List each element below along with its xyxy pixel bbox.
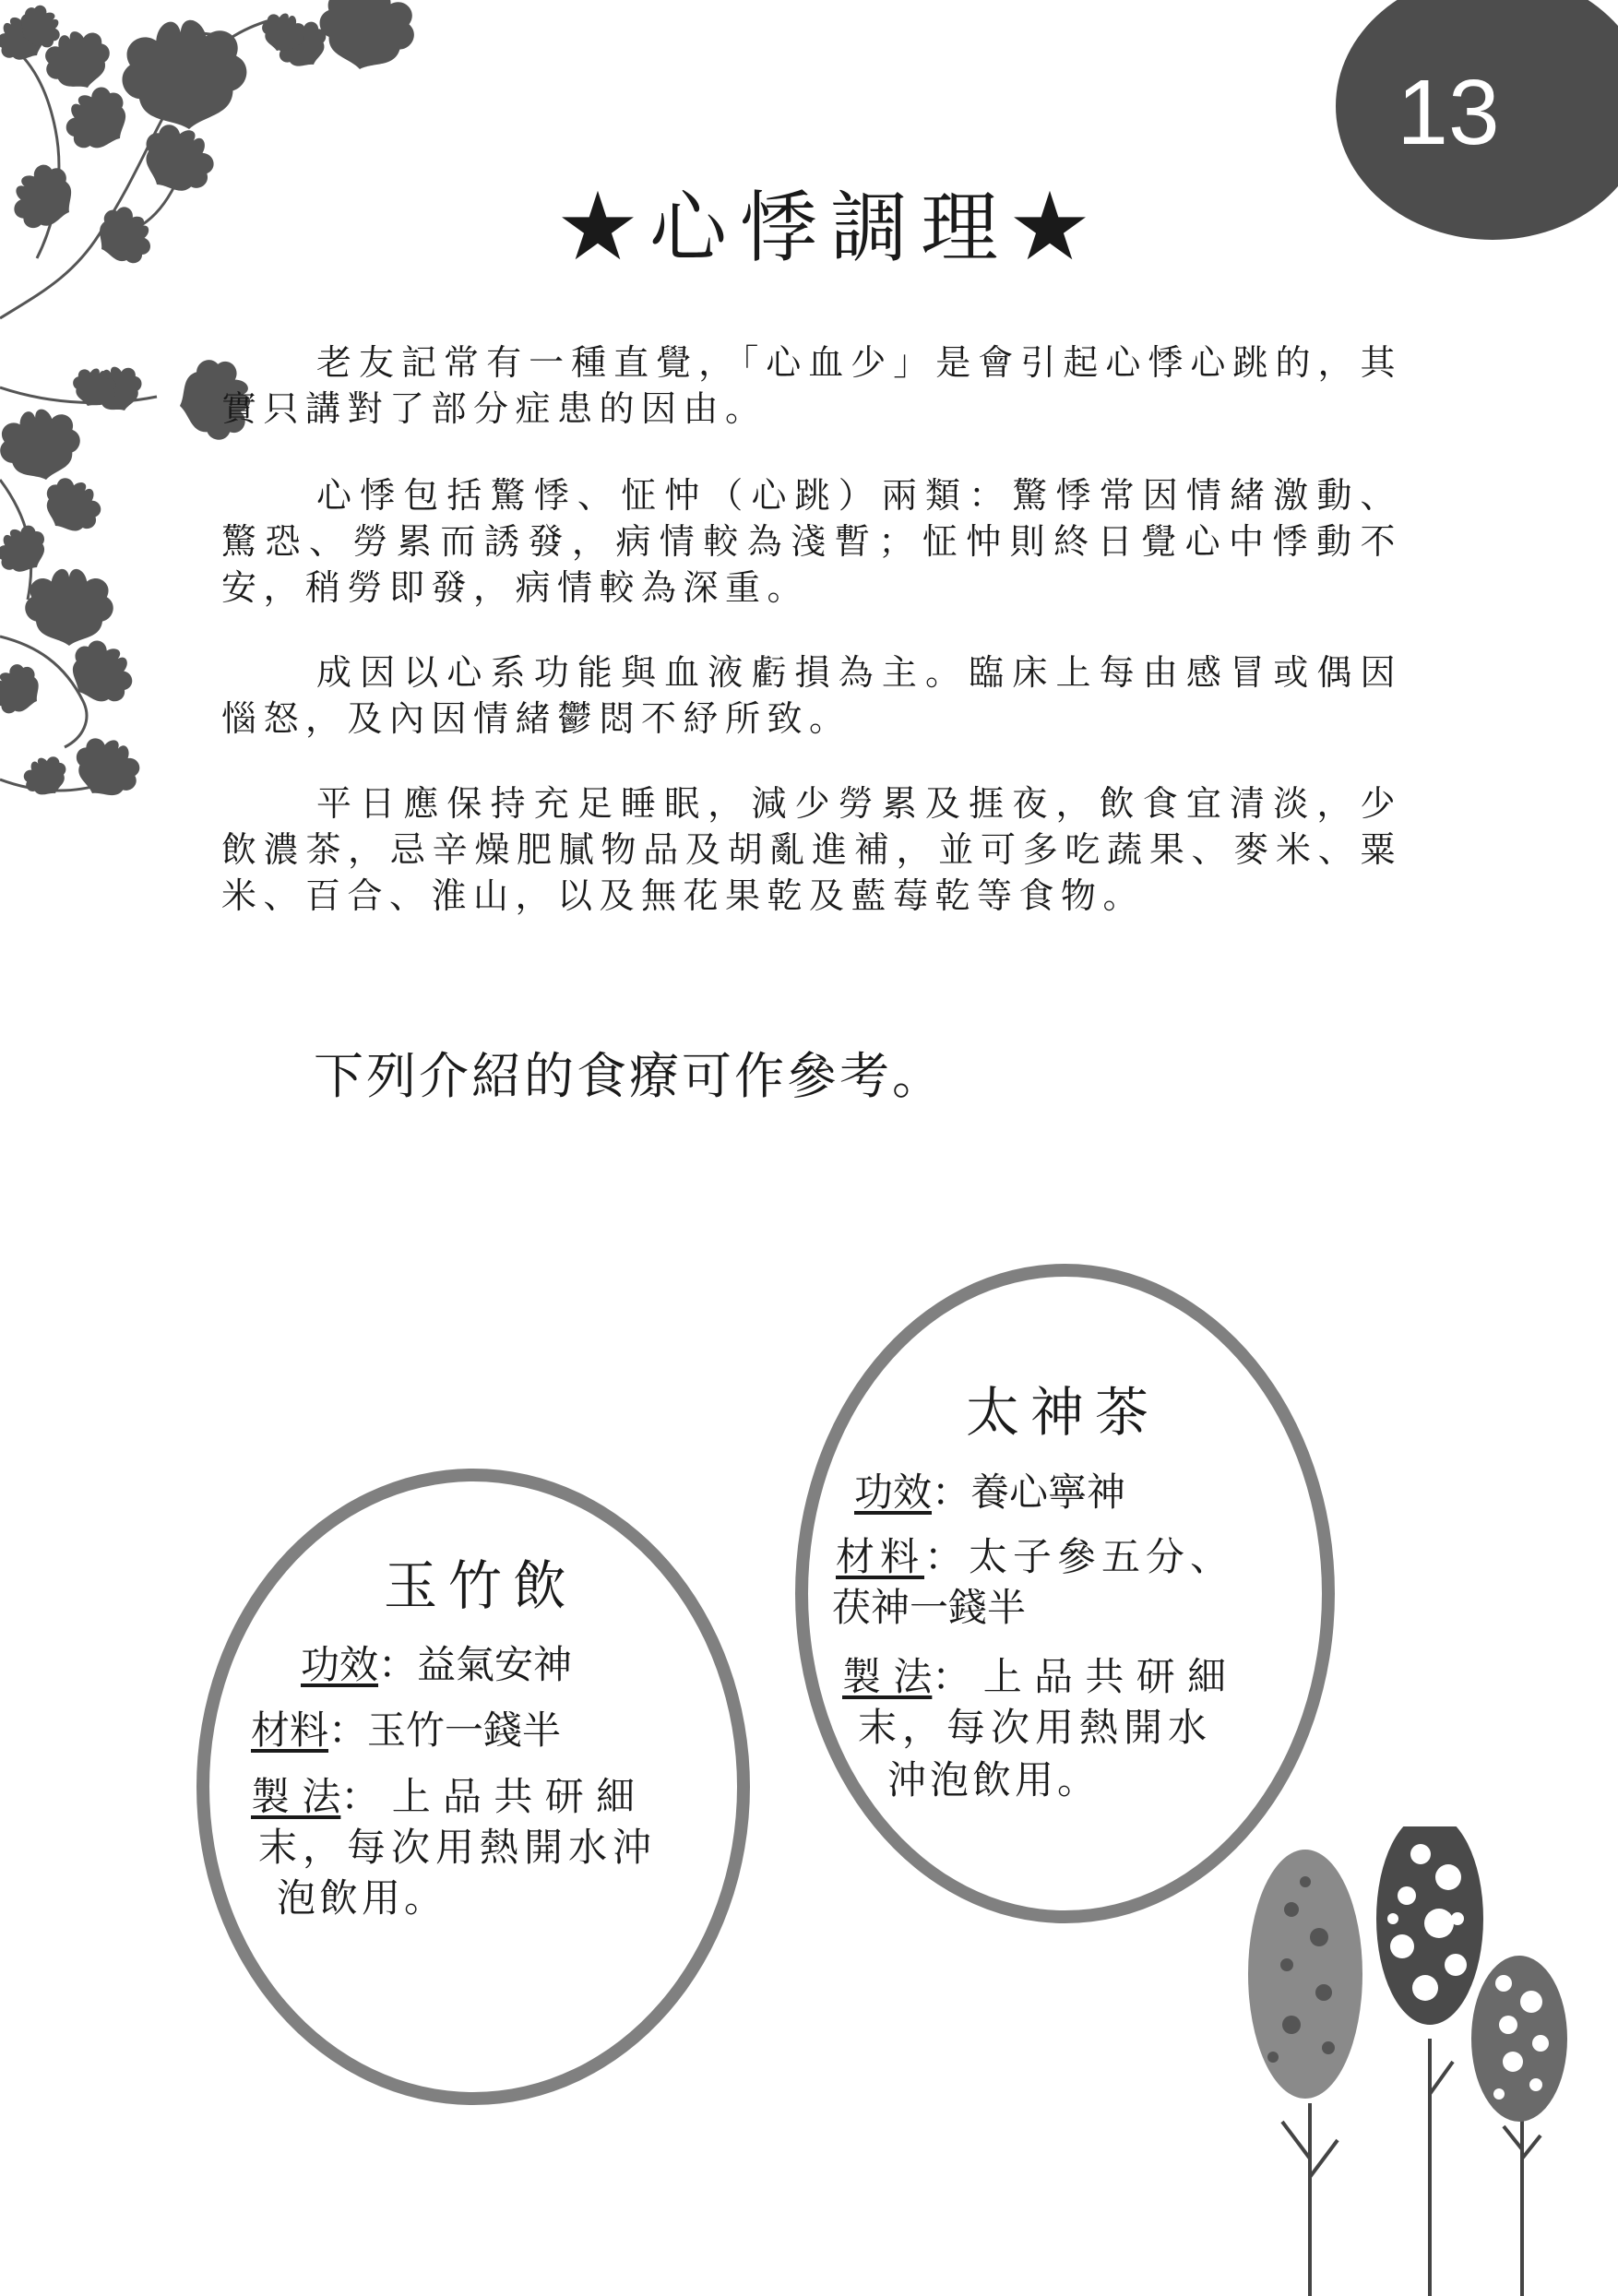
recipe-taishen-method-line-1 [842,1651,1226,1703]
polka-dot-trees-icon [1236,1826,1587,2296]
method-label: 製 法 [842,1654,933,1699]
recipe-yuzhu-efficacy [301,1639,572,1691]
efficacy-label: 功效 [854,1469,933,1515]
recipes-intro: 下列介紹的食療可作參考。 [314,1047,945,1105]
recipe-taishen-title: 太神茶 [966,1381,1160,1444]
efficacy-label: 功效 [301,1642,379,1687]
ingredients-label: 材料 [251,1707,329,1753]
recipe-taishen-method-line-2: 末，每次用熱開水 [858,1705,1213,1750]
recipe-yuzhu-method-line-1 [251,1771,635,1823]
method-label: 製 法 [251,1774,341,1819]
recipe-taishen-method-line-3: 沖泡飲用。 [887,1757,1100,1802]
recipe-yuzhu-title: 玉竹飲 [384,1554,578,1617]
ingredients-value: ：太子參五分、 [924,1534,1235,1579]
method-value: ： 上 品 共 研 細 [932,1654,1227,1699]
recipe-taishen-efficacy [854,1467,1125,1518]
ingredients-label: 材料 [836,1534,925,1579]
recipe-yuzhu-method-line-2: 末，每次用熱開水沖 [258,1825,658,1870]
recipe-yuzhu-ingredients [251,1705,561,1756]
page-title: ★心悸調理★ [558,183,1101,273]
page-number: 13 [1397,61,1500,164]
recipe-yuzhu-method-line-3: 泡飲用。 [277,1875,447,1921]
efficacy-value: ：養心寧神 [932,1469,1126,1515]
paragraph-causes: 成因以心系功能與血液虧損為主。臨床上每由感冒或偶因惱怒，及內因情緒鬱悶不紓所致。 [221,652,1402,739]
method-value: ： 上 品 共 研 細 [340,1774,636,1819]
recipe-taishen-ingredients-line-1 [836,1531,1234,1583]
ingredients-value: ：玉竹一錢半 [328,1707,562,1753]
paragraph-advice: 平日應保持充足睡眠，減少勞累及捱夜，飲食宜清淡，少飲濃茶，忌辛燥肥膩物品及胡亂進補，並可多吃蔬果、麥米、粟米、百合、淮山，以及無花果乾及藍莓乾等食物。 [221,783,1402,916]
efficacy-value: ：益氣安神 [378,1642,573,1687]
paragraph-intro: 老友記常有一種直覺，「心血少」是會引起心悸心跳的，其實只講對了部分症患的因由。 [221,342,1402,429]
paragraph-types: 心悸包括驚悸、怔忡（心跳）兩類：驚悸常因情緒激動、驚恐、勞累而誘發，病情較為淺暫；怔忡則終日覺心中悸動不安，稍勞即發，病情較為深重。 [221,475,1402,608]
recipe-taishen-ingredients-line-2: 茯神一錢半 [832,1585,1027,1630]
